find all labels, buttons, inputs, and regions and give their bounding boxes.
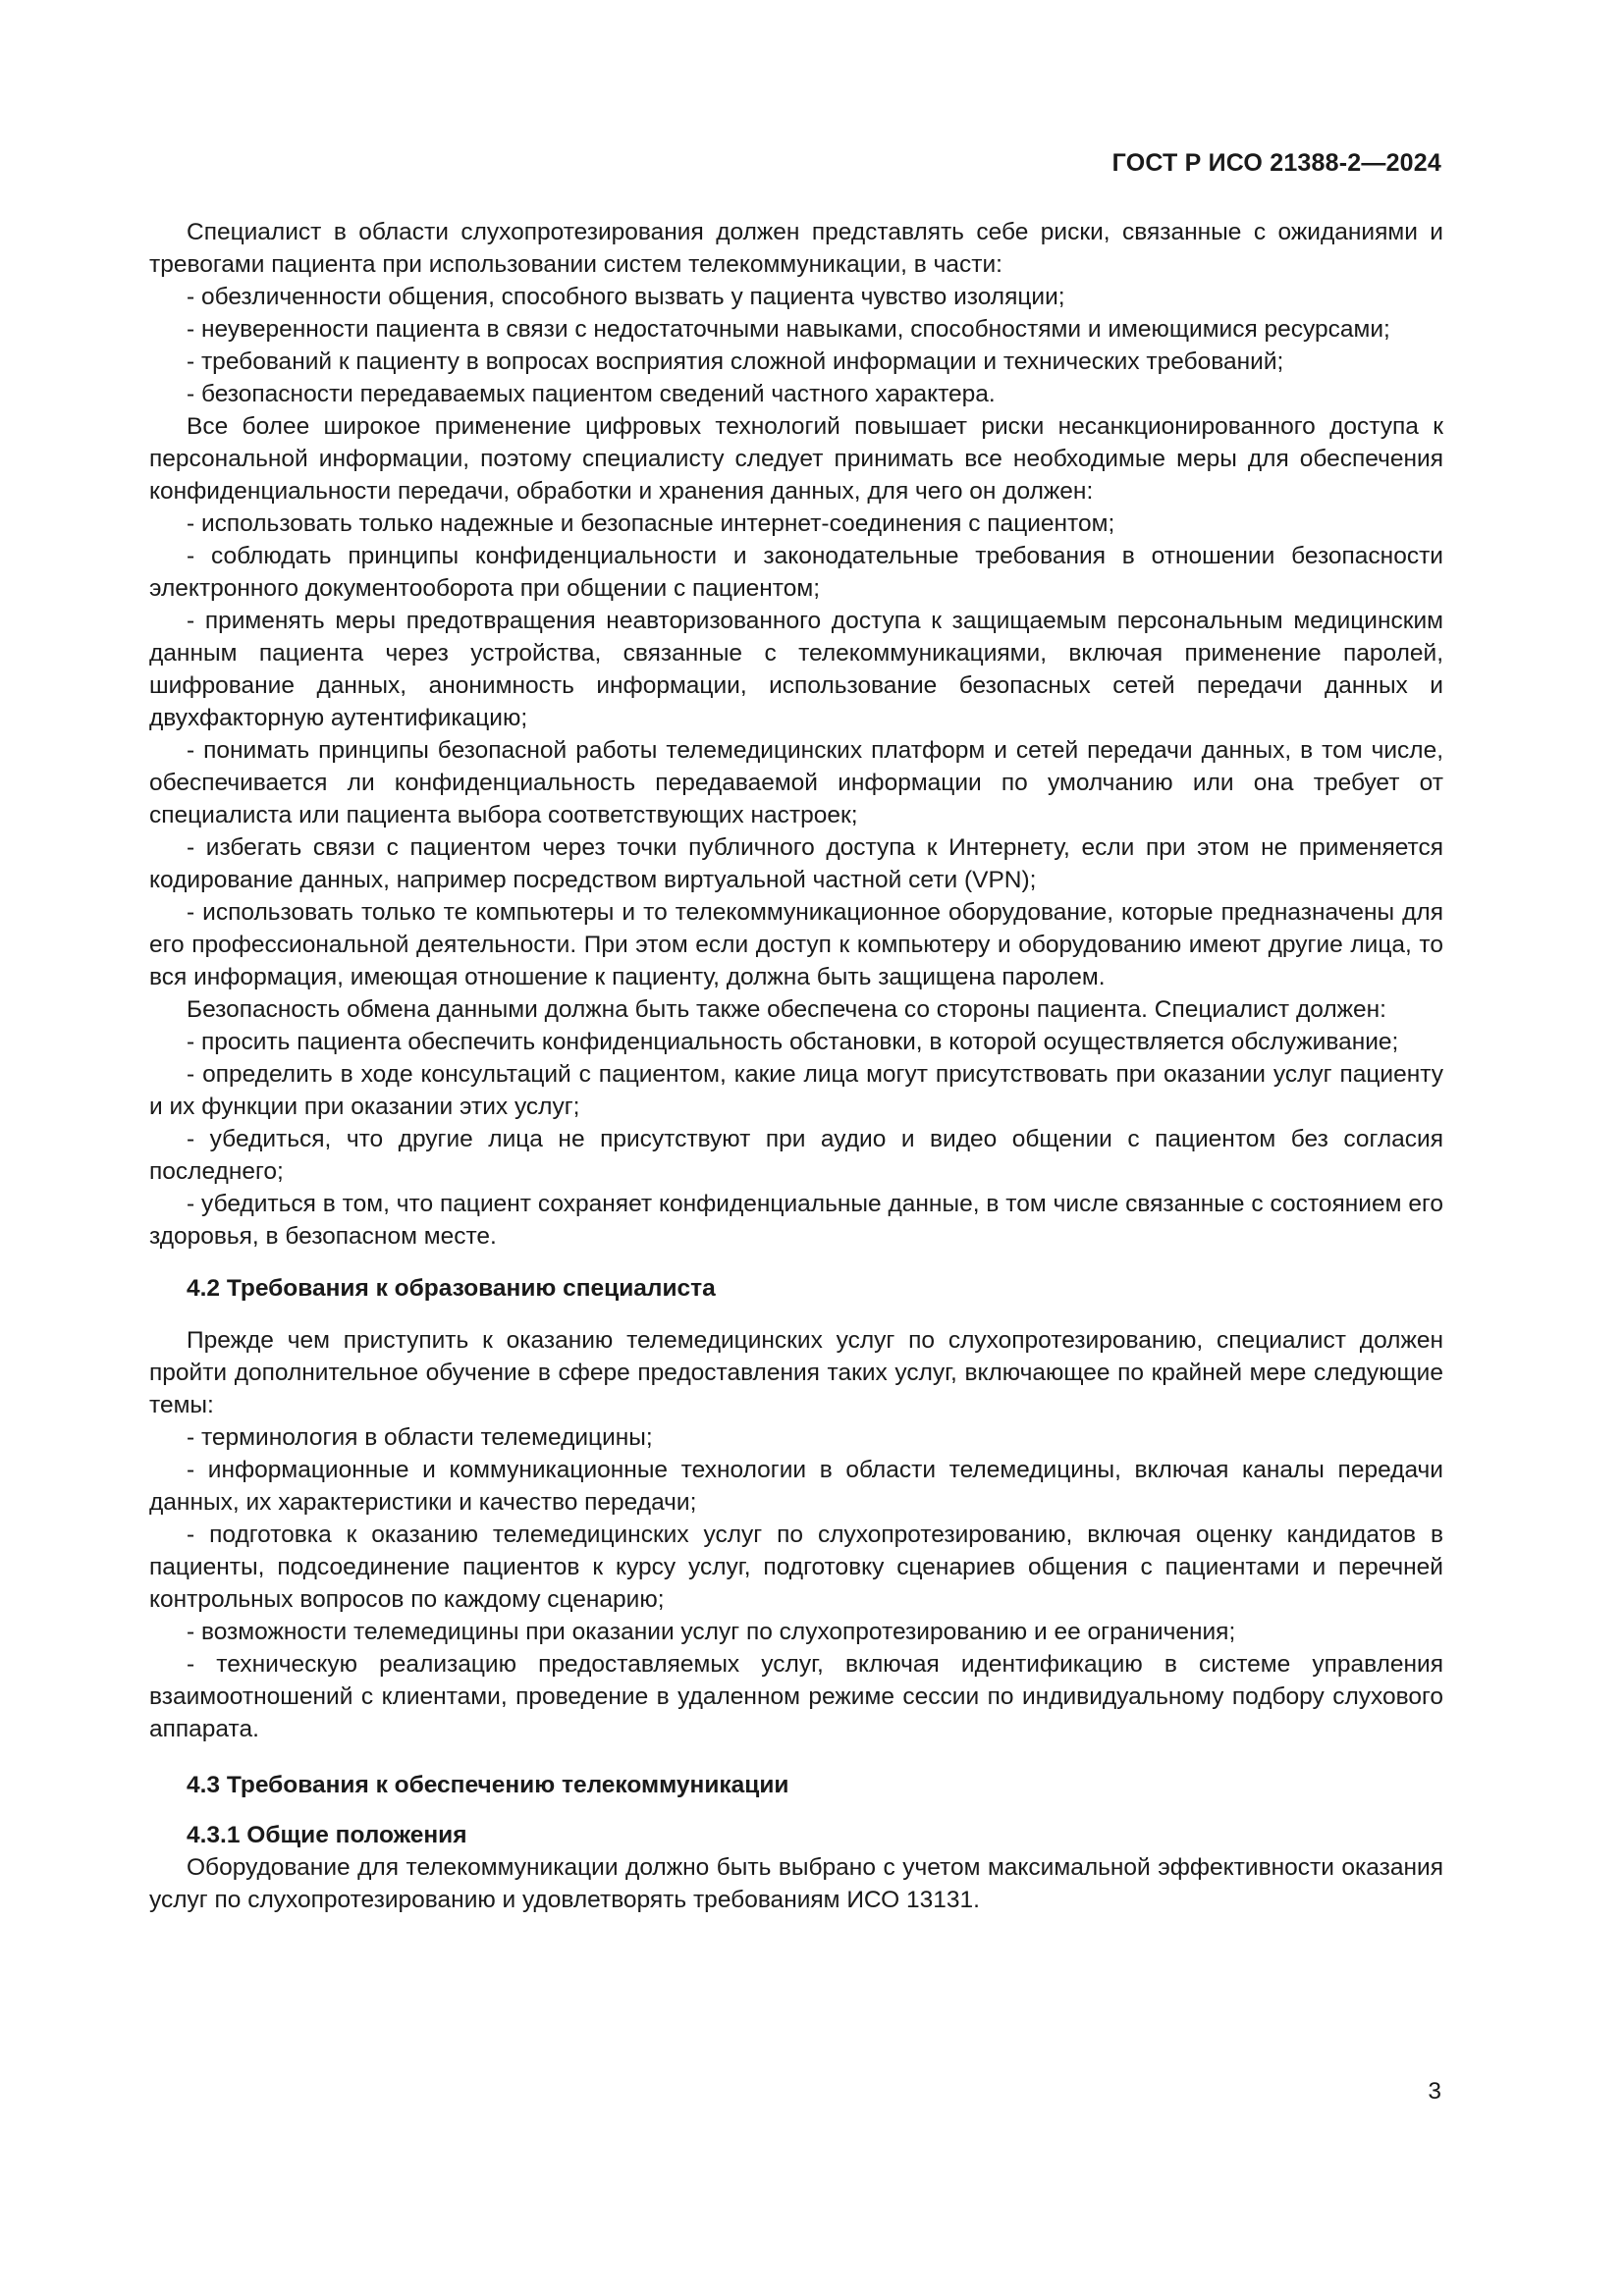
section-4-2-paragraph: Прежде чем приступить к оказанию телемедицинских услуг по слухопротезированию, специалист должен пройти дополнительное обучение в сфере предоставления таких услуг, включающее по крайней мере следующие темы:: [149, 1327, 1443, 1418]
document-header: ГОСТ Р ИСО 21388-2—2024: [1111, 149, 1441, 177]
list-item: - безопасности передаваемых пациентом сведений частного характера.: [187, 381, 996, 407]
list-item: - понимать принципы безопасной работы телемедицинских платформ и сетей передачи данных, в том числе, обеспечивается ли конфиденциальность передаваемой информации по умолчанию или она требует от специалиста или пациента выбора соответствующих настроек;: [149, 737, 1443, 828]
list-item: - избегать связи с пациентом через точки публичного доступа к Интернету, если при этом не применяется кодирование данных, например посредством виртуальной частной сети (VPN);: [149, 834, 1443, 893]
section-4-3-1-heading: 4.3.1 Общие положения: [187, 1822, 467, 1848]
intro-paragraph: Специалист в области слухопротезирования должен представлять себе риски, связанные с ожиданиями и тревогами пациента при использовании систем телекоммуникации, в части:: [149, 219, 1443, 278]
list-item: - использовать только те компьютеры и то телекоммуникационное оборудование, которые предназначены для его профессиональной деятельности. При этом если доступ к компьютеру и оборудованию имеют другие лица, то вся информация, имеющая отношение к пациенту, должна быть защищена паролем.: [149, 899, 1443, 990]
list-item: - возможности телемедицины при оказании услуг по слухопротезированию и ее ограничения;: [187, 1619, 1236, 1645]
digital-paragraph: Все более широкое применение цифровых технологий повышает риски несанкционированного доступа к персональной информации, поэтому специалисту следует принимать все необходимые меры для обеспечения конфиденциальности передачи, обработки и хранения данных, для чего он должен:: [149, 413, 1443, 505]
list-item: - техническую реализацию предоставляемых услуг, включая идентификацию в системе управления взаимоотношений с клиентами, проведение в удаленном режиме сессии по индивидуальному подбору слухового аппарата.: [149, 1651, 1443, 1742]
list-item: - неуверенности пациента в связи с недостаточными навыками, способностями и имеющимися ресурсами;: [187, 316, 1390, 343]
list-item: - определить в ходе консультаций с пациентом, какие лица могут присутствовать при оказании услуг пациенту и их функции при оказании этих услуг;: [149, 1061, 1443, 1120]
section-4-2-heading: 4.2 Требования к образованию специалиста: [187, 1275, 716, 1302]
list-item: - убедиться в том, что пациент сохраняет конфиденциальные данные, в том числе связанные с состоянием его здоровья, в безопасном месте.: [149, 1191, 1443, 1250]
patient-side-paragraph: Безопасность обмена данными должна быть также обеспечена со стороны пациента. Специалист должен:: [187, 996, 1386, 1023]
list-item: - обезличенности общения, способного вызвать у пациента чувство изоляции;: [187, 284, 1065, 310]
list-item: - информационные и коммуникационные технологии в области телемедицины, включая каналы передачи данных, их характеристики и качество передачи;: [149, 1457, 1443, 1516]
section-4-3-1-paragraph: Оборудование для телекоммуникации должно быть выбрано с учетом максимальной эффективности оказания услуг по слухопротезированию и удовлетворять требованиям ИСО 13131.: [149, 1854, 1443, 1913]
list-item: - требований к пациенту в вопросах восприятия сложной информации и технических требований;: [187, 348, 1284, 375]
list-item: - убедиться, что другие лица не присутствуют при аудио и видео общении с пациентом без согласия последнего;: [149, 1126, 1443, 1185]
list-item: - применять меры предотвращения неавторизованного доступа к защищаемым персональным медицинским данным пациента через устройства, связанные с телекоммуникациями, включая применение паролей, шифрование данных, анонимность информации, использование безопасных сетей передачи данных и двухфакторную аутентификацию;: [149, 608, 1443, 731]
list-item: - просить пациента обеспечить конфиденциальность обстановки, в которой осуществляется обслуживание;: [187, 1029, 1399, 1055]
page-number: 3: [1428, 2078, 1441, 2105]
list-item: - подготовка к оказанию телемедицинских услуг по слухопротезированию, включая оценку кандидатов в пациенты, подсоединение пациентов к курсу услуг, подготовку сценариев общения с пациентами и перечней контрольных вопросов по каждому сценарию;: [149, 1522, 1443, 1613]
document-body: [149, 216, 1443, 1916]
list-item: - терминология в области телемедицины;: [187, 1424, 653, 1451]
list-item: - использовать только надежные и безопасные интернет-соединения с пациентом;: [187, 510, 1115, 537]
section-4-3-heading: 4.3 Требования к обеспечению телекоммуникации: [187, 1772, 789, 1798]
list-item: - соблюдать принципы конфиденциальности и законодательные требования в отношении безопасности электронного документооборота при общении с пациентом;: [149, 543, 1443, 602]
